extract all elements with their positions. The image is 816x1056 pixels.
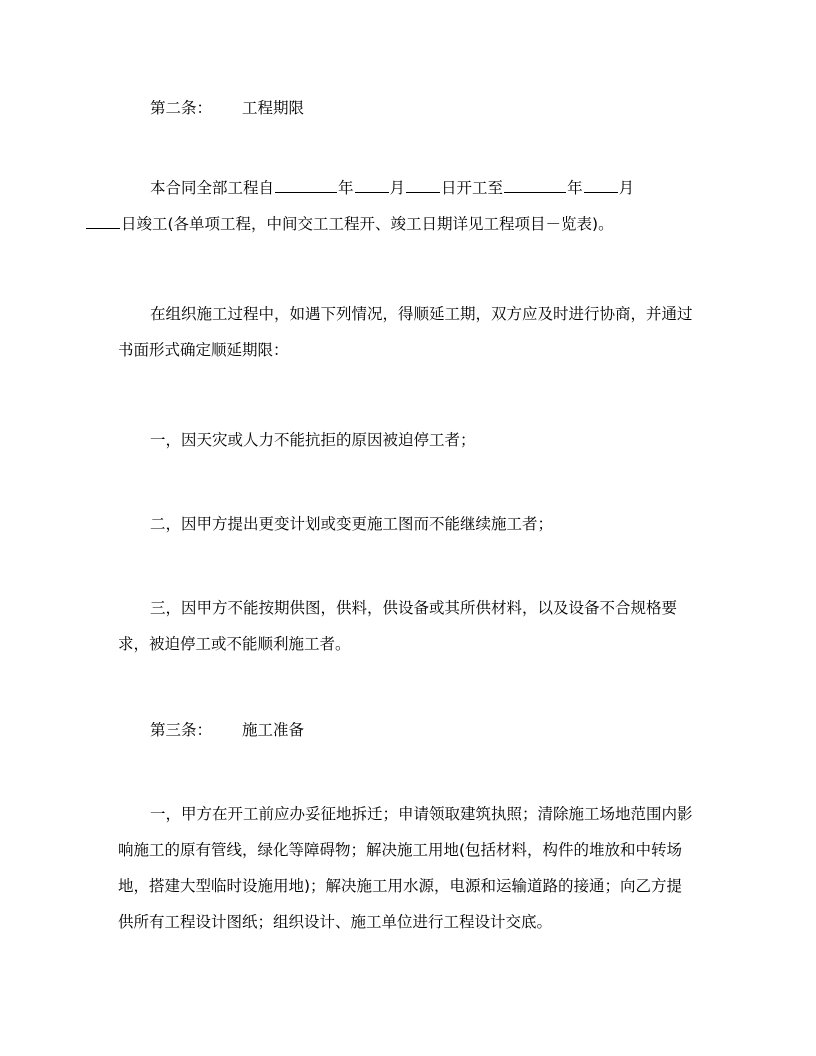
- blank-start-year: [275, 176, 337, 193]
- duration-text-start: 本合同全部工程自: [150, 179, 275, 197]
- article-2-heading: [118, 90, 693, 126]
- article-2-label: 第二条：: [150, 99, 213, 117]
- blank-start-month: [355, 176, 389, 193]
- duration-paragraph: [118, 170, 693, 242]
- article-3-heading: [118, 712, 693, 748]
- duration-text-end-year: 年: [567, 179, 583, 197]
- blank-end-month: [584, 176, 618, 193]
- article-3-label: 第三条：: [150, 721, 213, 739]
- duration-text-month: 月: [389, 179, 406, 197]
- blank-end-day: [86, 212, 120, 229]
- duration-text-year: 年: [338, 179, 354, 197]
- duration-text-start-day: 日开工至: [441, 179, 504, 197]
- blank-end-year: [504, 176, 566, 193]
- article-3-title: 施工准备: [242, 721, 305, 739]
- duration-text-end: 日竣工(各单项工程，中间交工工程开、竣工日期详见工程项目－览表)。: [121, 215, 614, 233]
- blank-start-day: [406, 176, 440, 193]
- case-3-paragraph: 三，因甲方不能按期供图，供料，供设备或其所供材料，以及设备不合规格要求，被迫停工或不能顺利施工者。: [118, 599, 678, 653]
- duration-text-end-month: 月: [618, 179, 635, 197]
- case-2-paragraph: 二，因甲方提出更变计划或变更施工图而不能继续施工者；: [150, 515, 554, 533]
- article-2-title: 工程期限: [242, 99, 305, 117]
- case-1-paragraph: 一，因天灾或人力不能抗拒的原因被迫停工者；: [150, 431, 476, 449]
- extension-intro-paragraph: 在组织施工过程中，如遇下列情况，得顺延工期，双方应及时进行协商，并通过书面形式确定顺延期限：: [118, 305, 693, 359]
- prep-1-paragraph: 一，甲方在开工前应办妥征地拆迁；申请领取建筑执照；清除施工场地范围内影响施工的原有管线，绿化等障碍物；解决施工用地(包括材料，构件的堆放和中转场地，搭建大型临时设施用地)；解决施工用水源，电源和运输道路的接通；向乙方提供所有工程设计图纸；组织设计、施工单位进行工程设计交底。: [118, 805, 693, 931]
